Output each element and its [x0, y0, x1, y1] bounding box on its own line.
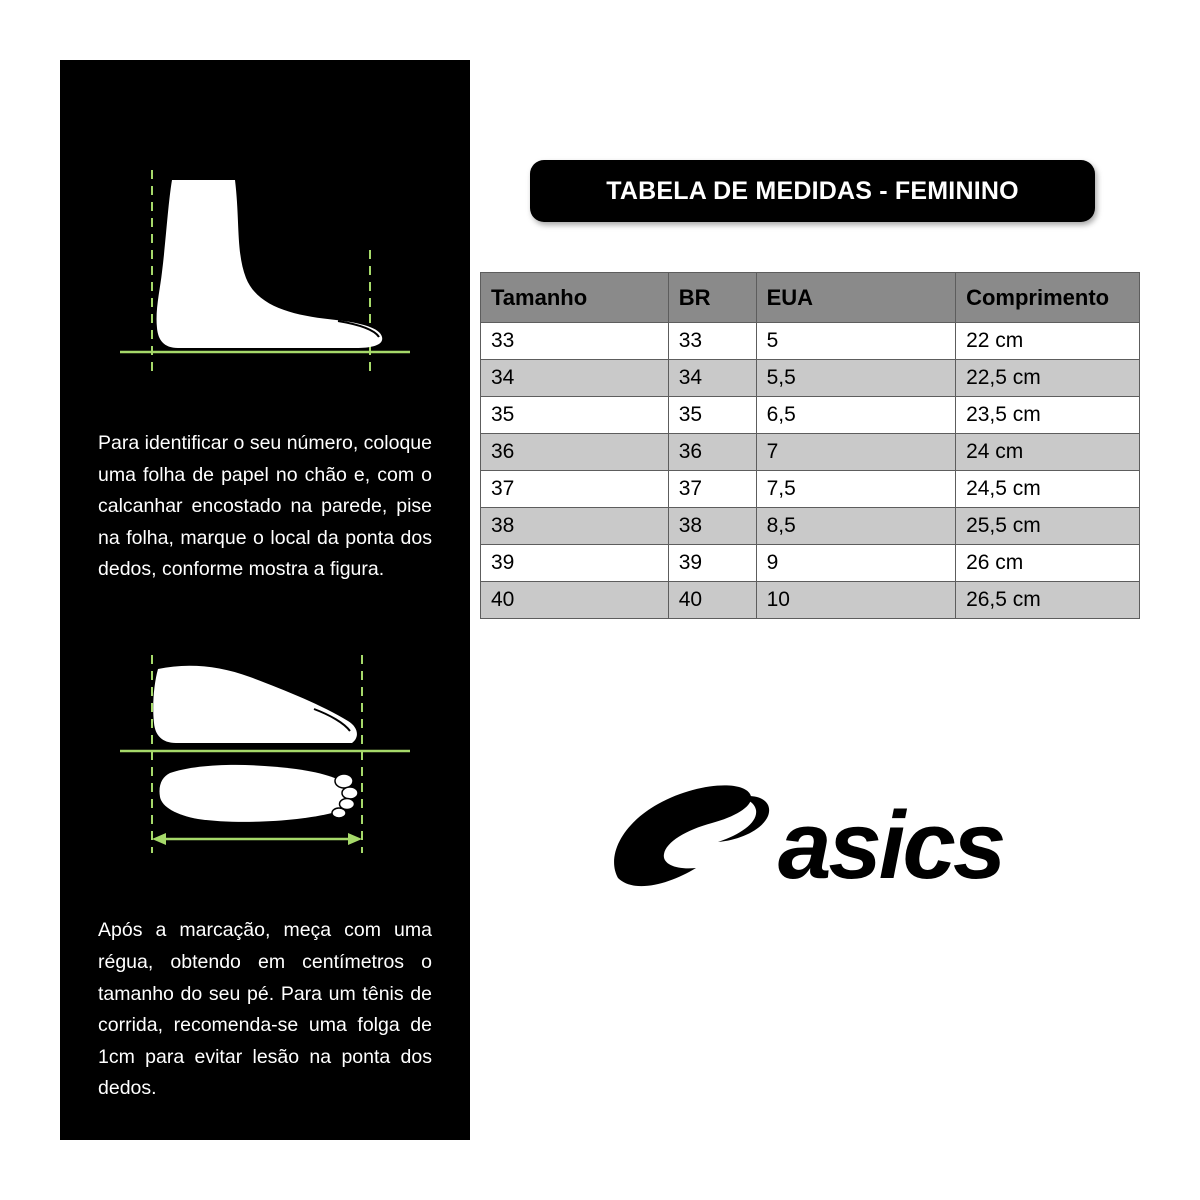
instruction-step-1: Para identificar o seu número, coloque uma folha de papel no chão e, com o calcanhar encostado na parede, pise na folha, marque o local da ponta dos dedos, conforme mostra a figura.	[98, 432, 432, 581]
size-table-body	[481, 323, 1140, 619]
cell-comprimento: 22,5 cm	[956, 360, 1140, 397]
size-table-head	[481, 273, 1140, 323]
cell-br: 33	[668, 323, 756, 360]
cell-br: 36	[668, 434, 756, 471]
cell-comprimento: 23,5 cm	[956, 397, 1140, 434]
column-header-br: BR	[668, 273, 756, 323]
cell-eua: 5	[756, 323, 956, 360]
asics-logo-svg	[600, 760, 1020, 920]
cell-comprimento: 24 cm	[956, 434, 1140, 471]
foot-top-view-diagram	[60, 605, 470, 877]
cell-tamanho: 35	[481, 397, 669, 434]
cell-comprimento: 22 cm	[956, 323, 1140, 360]
cell-eua: 8,5	[756, 508, 956, 545]
size-table	[480, 272, 1140, 619]
column-header-comprimento: Comprimento	[956, 273, 1140, 323]
cell-comprimento: 26 cm	[956, 545, 1140, 582]
table-row	[481, 323, 1140, 360]
asics-logo	[600, 760, 1020, 920]
cell-tamanho: 37	[481, 471, 669, 508]
cell-comprimento: 24,5 cm	[956, 471, 1140, 508]
foot-side-view-diagram	[60, 60, 470, 390]
cell-eua: 7,5	[756, 471, 956, 508]
table-row	[481, 545, 1140, 582]
table-row	[481, 360, 1140, 397]
foot-side-view-svg	[100, 160, 430, 390]
cell-tamanho: 36	[481, 434, 669, 471]
cell-eua: 5,5	[756, 360, 956, 397]
foot-top-view-svg	[100, 647, 430, 877]
asics-wordmark: asics	[778, 792, 1004, 899]
cell-tamanho: 33	[481, 323, 669, 360]
table-row	[481, 508, 1140, 545]
table-row	[481, 582, 1140, 619]
cell-tamanho: 38	[481, 508, 669, 545]
measurements-panel	[480, 60, 1140, 1140]
cell-eua: 6,5	[756, 397, 956, 434]
cell-comprimento: 25,5 cm	[956, 508, 1140, 545]
cell-br: 35	[668, 397, 756, 434]
cell-br: 40	[668, 582, 756, 619]
cell-br: 37	[668, 471, 756, 508]
table-header-row	[481, 273, 1140, 323]
table-row	[481, 397, 1140, 434]
cell-tamanho: 34	[481, 360, 669, 397]
table-row	[481, 434, 1140, 471]
cell-br: 39	[668, 545, 756, 582]
column-header-eua: EUA	[756, 273, 956, 323]
page-title: TABELA DE MEDIDAS - FEMININO	[530, 160, 1095, 222]
cell-br: 34	[668, 360, 756, 397]
cell-br: 38	[668, 508, 756, 545]
instructions-panel	[60, 60, 470, 1140]
cell-comprimento: 26,5 cm	[956, 582, 1140, 619]
column-header-tamanho: Tamanho	[481, 273, 669, 323]
cell-eua: 10	[756, 582, 956, 619]
instruction-step-2: Após a marcação, meça com uma régua, obtendo em centímetros o tamanho do seu pé. Para um tênis de corrida, recomenda-se uma folga de 1cm para evitar lesão na ponta dos dedos.	[98, 919, 432, 1100]
cell-eua: 9	[756, 545, 956, 582]
cell-tamanho: 40	[481, 582, 669, 619]
cell-tamanho: 39	[481, 545, 669, 582]
table-row	[481, 471, 1140, 508]
cell-eua: 7	[756, 434, 956, 471]
